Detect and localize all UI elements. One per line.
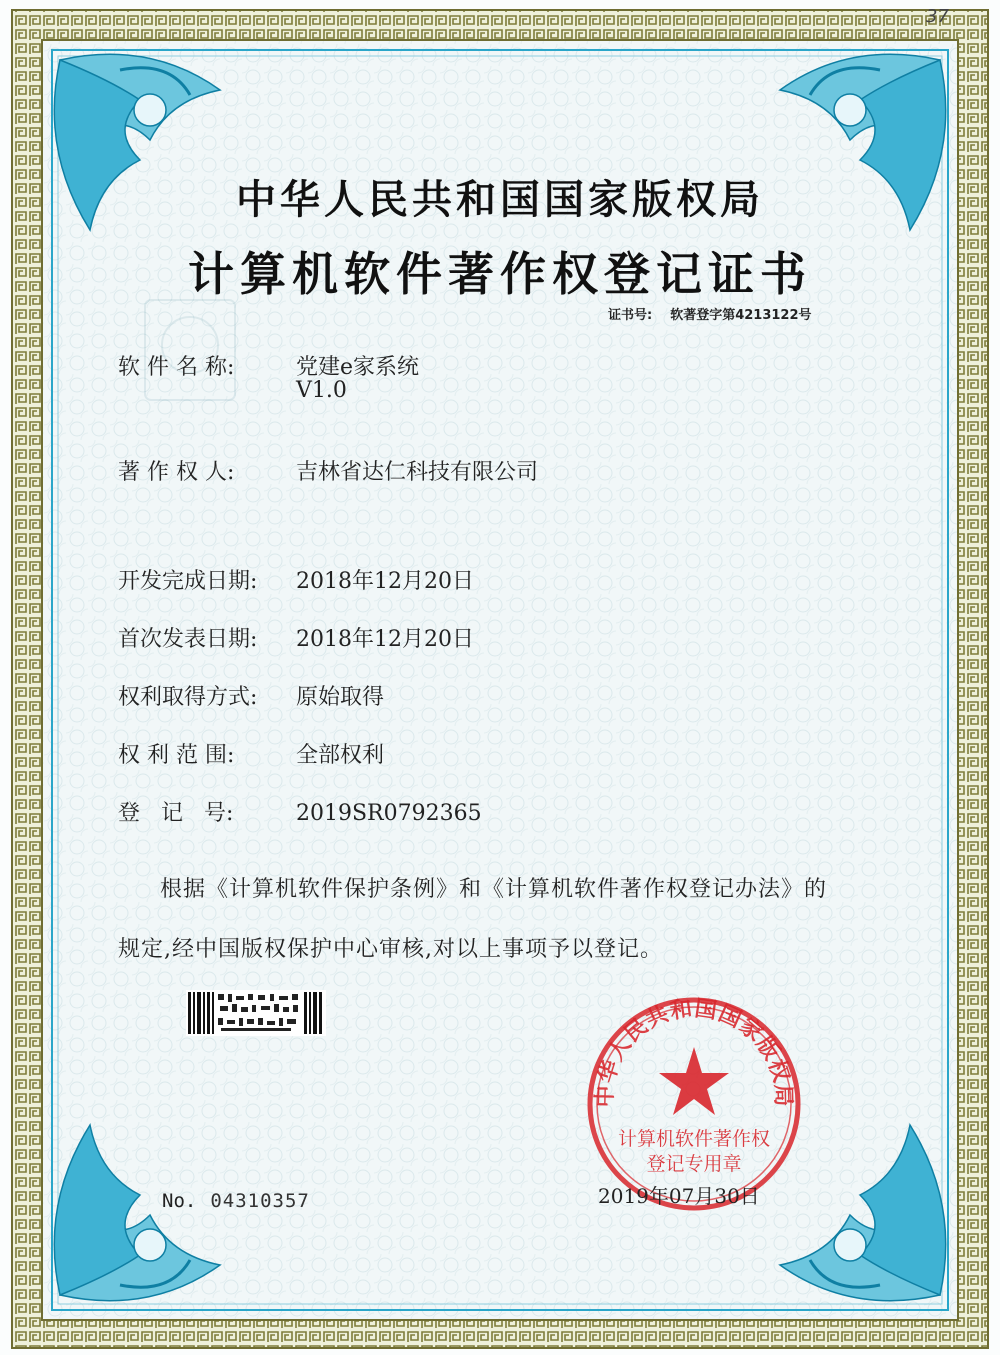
page-mark: 37 (926, 6, 949, 27)
agency-name: 中华人民共和国国家版权局 (236, 177, 764, 223)
certificate-number-value: 软著登字第4213122号 (670, 308, 812, 323)
field-value: 2018年12月20日 (296, 569, 474, 594)
serial-number: 04310357 (210, 1190, 310, 1212)
certificate-number-label: 证书号: (608, 308, 653, 323)
field-label: 首次发表日期: (118, 627, 258, 652)
seal-line-2: 登记专用章 (646, 1153, 742, 1175)
serial-prefix: No. (162, 1190, 197, 1212)
certificate-title: 计算机软件著作权登记证书 (188, 247, 812, 301)
field-software-name (118, 350, 419, 381)
certificate-serial (162, 1190, 310, 1212)
statement-line-1: 根据《计算机软件保护条例》和《计算机软件著作权登记办法》的 (160, 877, 828, 902)
issue-date: 2019年07月30日 (598, 1184, 760, 1208)
field-completion-date (118, 564, 474, 595)
field-value: 原始取得 (296, 685, 385, 710)
field-label: 权 利 范 围: (118, 743, 235, 768)
field-copyright-holder (118, 455, 538, 486)
field-label: 登 记 号: (118, 801, 234, 826)
field-label: 软 件 名 称: (118, 355, 235, 380)
seal-star-icon (659, 1047, 729, 1115)
field-value: 2019SR0792365 (296, 801, 482, 826)
seal-line-1: 计算机软件著作权 (617, 1128, 771, 1150)
software-version: V1.0 (296, 378, 347, 403)
field-first-publication-date (118, 622, 474, 653)
statement-line-2: 规定,经中国版权保护中心审核,对以上事项予以登记。 (118, 937, 663, 962)
field-label: 著 作 权 人: (118, 460, 235, 485)
field-registration-number (118, 796, 482, 827)
field-value: 2018年12月20日 (296, 627, 474, 652)
field-label: 开发完成日期: (118, 569, 258, 594)
field-scope-of-rights (118, 738, 384, 769)
field-value: 党建e家系统 (296, 355, 420, 380)
barcode-image (186, 990, 326, 1036)
certificate-number (608, 304, 812, 323)
field-label: 权利取得方式: (118, 685, 258, 710)
seal-ring-text: 中华人民共和国国家版权局 (592, 996, 796, 1108)
field-value: 全部权利 (296, 743, 385, 768)
field-value: 吉林省达仁科技有限公司 (296, 460, 539, 485)
field-acquisition-method (118, 680, 384, 711)
